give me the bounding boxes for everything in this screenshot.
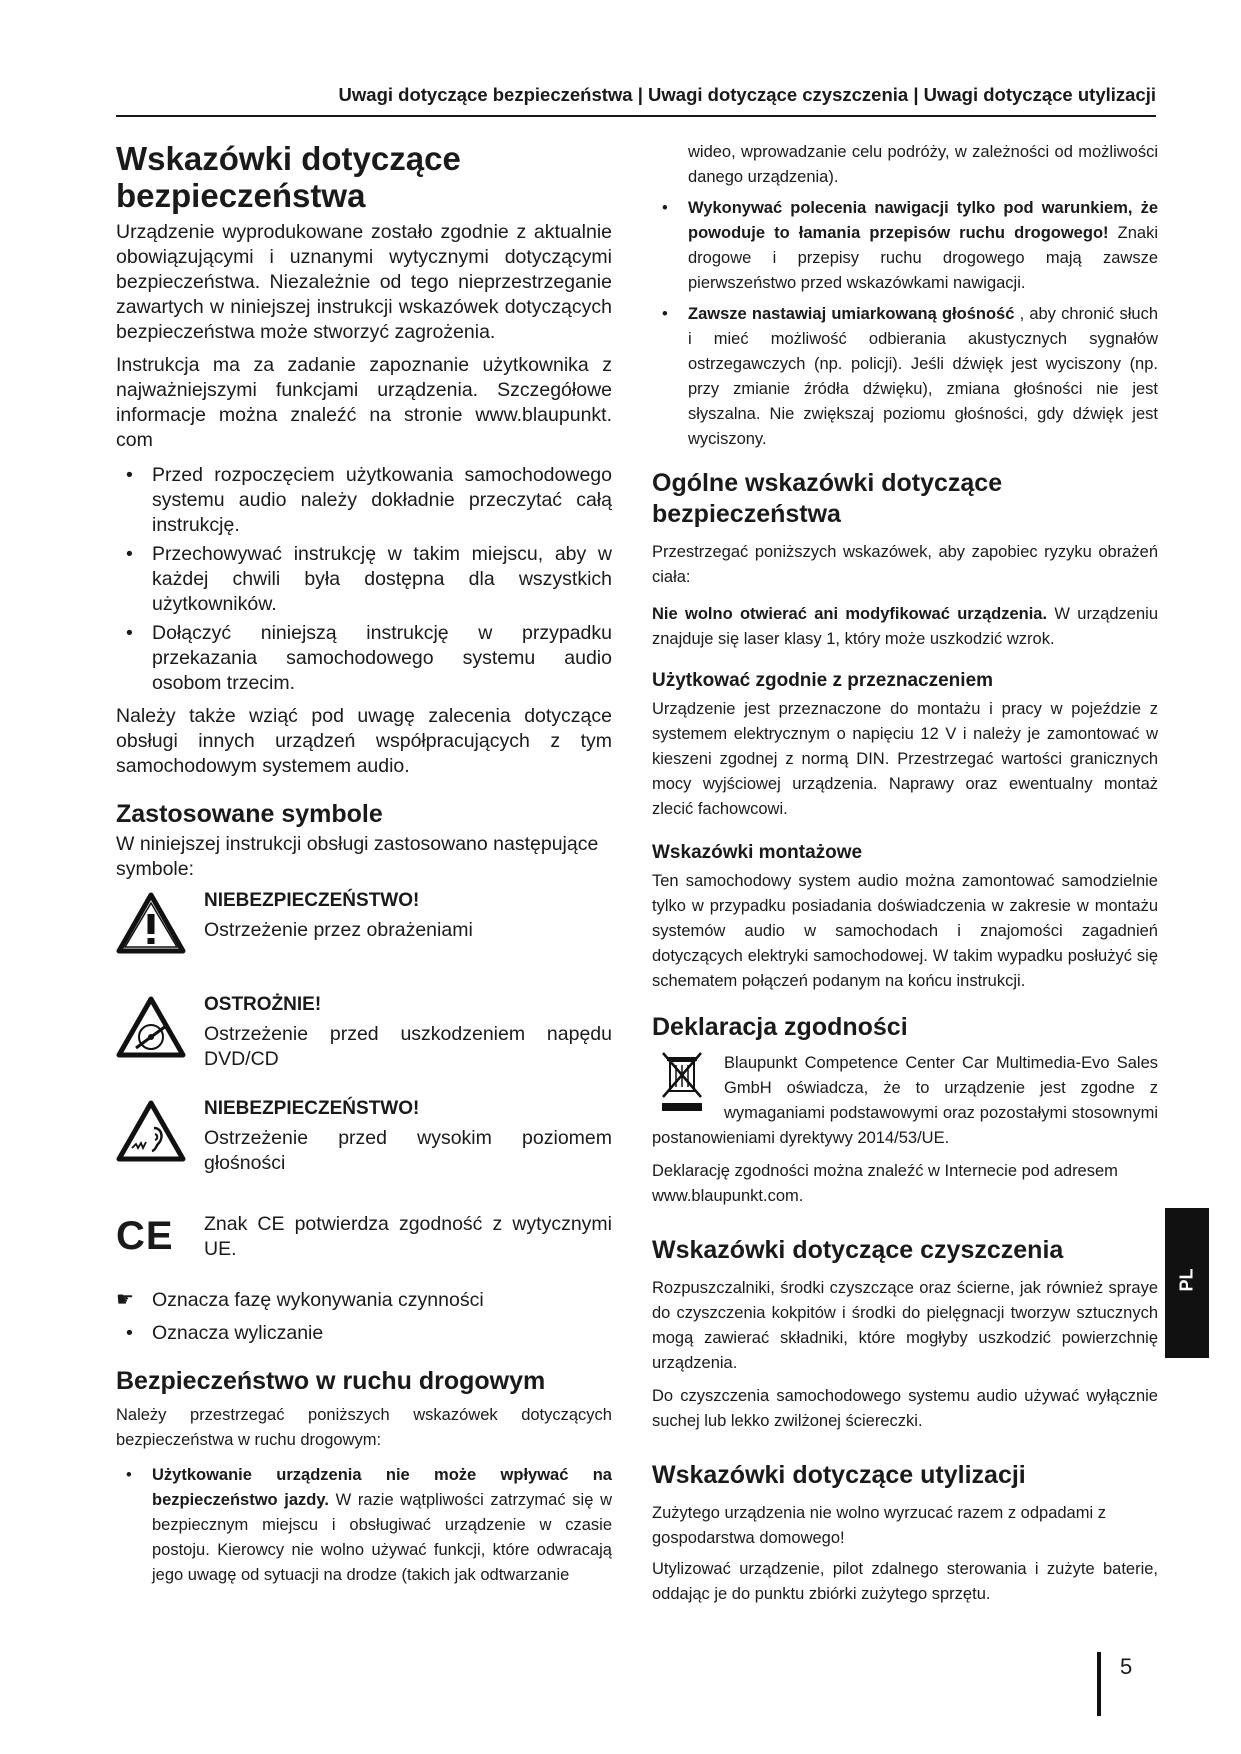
conformity-text-2: Deklarację zgodności można znaleźć w Internecie pod adresem www.blaupunkt.com.: [652, 1162, 1118, 1205]
page-header: Uwagi dotyczące bezpieczeństwa | Uwagi dotyczące czyszczenia | Uwagi dotyczące utylizacji: [116, 84, 1156, 117]
symbol-text: Znak CE potwierdza zgodność z wytycznymi UE.: [204, 1213, 612, 1260]
symbol-title: NIEBEZPIECZEŃSTWO!: [204, 890, 420, 911]
cleaning-text-2: Do czyszczenia samochodowego systemu audio używać wyłącznie suchej lub lekko zwilżonej ściereczki.: [652, 1387, 1158, 1430]
usage-heading: Użytkować zgodnie z przeznaczeniem: [652, 670, 994, 691]
pointing-hand-icon: ☛: [116, 1289, 134, 1311]
language-tab: PL: [1165, 1208, 1209, 1358]
enum-symbol-list: [116, 1321, 612, 1346]
step-symbol-text: Oznacza fazę wykonywania czynności: [152, 1289, 484, 1311]
symbol-text: Ostrzeżenie przez obrażeniami: [204, 919, 473, 941]
usage-text: Urządzenie jest przeznaczone do montażu i pracy w pojeździe z systemem elektrycznym o napięciu 12 V i należy je zamontować w kieszeni zgodnej z normą DIN. Przestrzegać wartości granicznych mocy wyjściowej urządzenia. Naprawy oraz ewentualny montaż zlecić fachowcowi.: [652, 700, 1158, 818]
mounting-heading: Wskazówki montażowe: [652, 842, 863, 863]
list-item: • Zawsze nastawiaj umiarkowaną głośność , aby chronić słuch i mieć możliwość odbierania akustycznych sygnałów ostrzegawczych (np. policji). Jeśli dźwięk jest wyciszony (np. przy zmianie źródła dźwięku), zmiana głośności nie jest słyszalna. Nie zwiększaj poziomu głośności, gdy dźwięk jest wyciszony.: [652, 302, 1158, 452]
left-column: [116, 140, 612, 1588]
ce-mark-icon: CE: [116, 1214, 174, 1258]
general-safety-heading: Ogólne wskazówki dotyczące bezpieczeństwa: [652, 469, 1003, 528]
cleaning-text-1: Rozpuszczalniki, środki czyszczące oraz ścierne, jak również spraye do czyszczenia kokpitów i środki do pielęgnacji tworzyw sztucznych mogą zawierać składniki, które mogłyby uszkodzić powierzchnię urządzenia.: [652, 1279, 1158, 1372]
disposal-heading: Wskazówki dotyczące utylizacji: [652, 1461, 1026, 1489]
symbol-danger-1: [116, 888, 612, 978]
intro-bullet-list: [116, 463, 612, 696]
disposal-text-2: Utylizować urządzenie, pilot zdalnego sterowania i zużyte baterie, oddając je do punktu zbiórki zużytego sprzętu.: [652, 1560, 1158, 1603]
step-symbol-row: [116, 1288, 612, 1313]
symbol-title: NIEBEZPIECZEŃSTWO!: [204, 1098, 420, 1119]
traffic-bullet-list: [116, 1463, 612, 1588]
right-column: [652, 140, 1158, 1607]
list-item: • Oznacza wyliczanie: [116, 1321, 612, 1346]
conformity-text: Blaupunkt Competence Center Car Multimedia-Evo Sales GmbH oświadcza, że to urządzenie jest zgodne z wymaganiami podstawowymi oraz pozostałymi stosownymi postanowieniami dyrektywy 2014/53/UE.: [652, 1054, 1158, 1147]
mounting-text: Ten samochodowy system audio można zamontować samodzielnie tylko w przypadku posiadania doświadczenia w zakresie w montażu systemów audio w samochodach i znajomości zagadnień dotyczących elektryki samochodowej. W takim wypadku posłużyć się schematem połączeń podanym na końcu instrukcji.: [652, 872, 1158, 990]
disc-warning-icon: [116, 996, 186, 1058]
symbol-title: OSTROŻNIE!: [204, 994, 322, 1015]
laser-warning: Nie wolno otwierać ani modyfikować urządzenia. W urządzeniu znajduje się laser klasy 1, który może uszkodzić wzrok.: [652, 605, 1158, 648]
page-number: 5: [1120, 1654, 1133, 1679]
symbol-caution: [116, 992, 612, 1082]
general-safety-intro: Przestrzegać poniższych wskazówek, aby zapobiec ryzyku obrażeń ciała:: [652, 543, 1158, 586]
cleaning-heading: Wskazówki dotyczące czyszczenia: [652, 1236, 1064, 1264]
page-number-bar: [1097, 1652, 1101, 1716]
symbol-ce: [116, 1200, 612, 1270]
conformity-block: [652, 1051, 1158, 1151]
warning-triangle-icon: [116, 892, 186, 954]
list-item: • Użytkowanie urządzenia nie może wpływać na bezpieczeństwo jazdy. W razie wątpliwości zatrzymać się w bezpiecznym miejscu i obsługiwać urządzenie w czasie postoju. Kierowcy nie wolno używać funkcji, które odwracają jego uwagę od sytuacji na drodze (takich jak odtwarzanie: [116, 1463, 612, 1588]
symbol-danger-2: [116, 1096, 612, 1186]
safety-title: Wskazówki dotyczące bezpieczeństwa: [116, 140, 461, 214]
list-item: • Wykonywać polecenia nawigacji tylko pod warunkiem, że powoduje to łamania przepisów ruchu drogowego! Znaki drogowe i przepisy ruchu drogowego mają zawsze pierwszeństwo przed wskazówkami nawigacji.: [652, 196, 1158, 296]
symbols-heading: Zastosowane symbole: [116, 800, 383, 828]
list-item: • Przed rozpoczęciem użytkowania samochodowego systemu audio należy dokładnie przeczytać całą instrukcję.: [116, 463, 612, 538]
symbol-text: Ostrzeżenie przed uszkodzeniem napędu DVD/CD: [204, 1023, 612, 1070]
traffic-intro: Należy przestrzegać poniższych wskazówek dotyczących bezpieczeństwa w ruchu drogowym:: [116, 1406, 612, 1449]
crossed-bin-icon: [660, 1051, 704, 1115]
intro-paragraph-2: Instrukcja ma za zadanie zapoznanie użytkownika z najważniejszymi funkcjami urządzenia. Szczegółowe informacje można znaleźć na stronie www.blaupunkt. com: [116, 354, 612, 451]
list-item: • Dołączyć niniejszą instrukcję w przypadku przekazania samochodowego systemu audio osobom trzecim.: [116, 621, 612, 696]
traffic-heading: Bezpieczeństwo w ruchu drogowym: [116, 1367, 546, 1395]
intro-paragraph-1: Urządzenie wyprodukowane zostało zgodnie z aktualnie obowiązującymi i uznanymi wytycznymi dotyczącymi bezpieczeństwa. Niezależnie od tego nieprzestrzeganie zawartych w niniejszej instrukcji wskazówek dotyczących bezpieczeństwa może stworzyć zagrożenia.: [116, 221, 612, 343]
symbols-intro: W niniejszej instrukcji obsługi zastosowano następujące symbole:: [116, 833, 599, 880]
list-item: • Przechowywać instrukcję w takim miejscu, aby w każdej chwili była dostępna dla wszystkich użytkowników.: [116, 542, 612, 617]
disposal-text-1: Zużytego urządzenia nie wolno wyrzucać razem z odpadami z gospodarstwa domowego!: [652, 1504, 1106, 1547]
traffic-continuation: wideo, wprowadzanie celu podróży, w zależności od możliwości danego urządzenia).: [688, 143, 1158, 186]
note-paragraph: Należy także wziąć pod uwagę zalecenia dotyczące obsługi innych urządzeń współpracujących z tym samochodowym systemem audio.: [116, 705, 612, 777]
symbol-text: Ostrzeżenie przed wysokim poziomem głośności: [204, 1127, 612, 1174]
ear-volume-warning-icon: [116, 1100, 186, 1162]
conformity-heading: Deklaracja zgodności: [652, 1013, 908, 1041]
traffic-bullet-list-2: [652, 196, 1158, 452]
